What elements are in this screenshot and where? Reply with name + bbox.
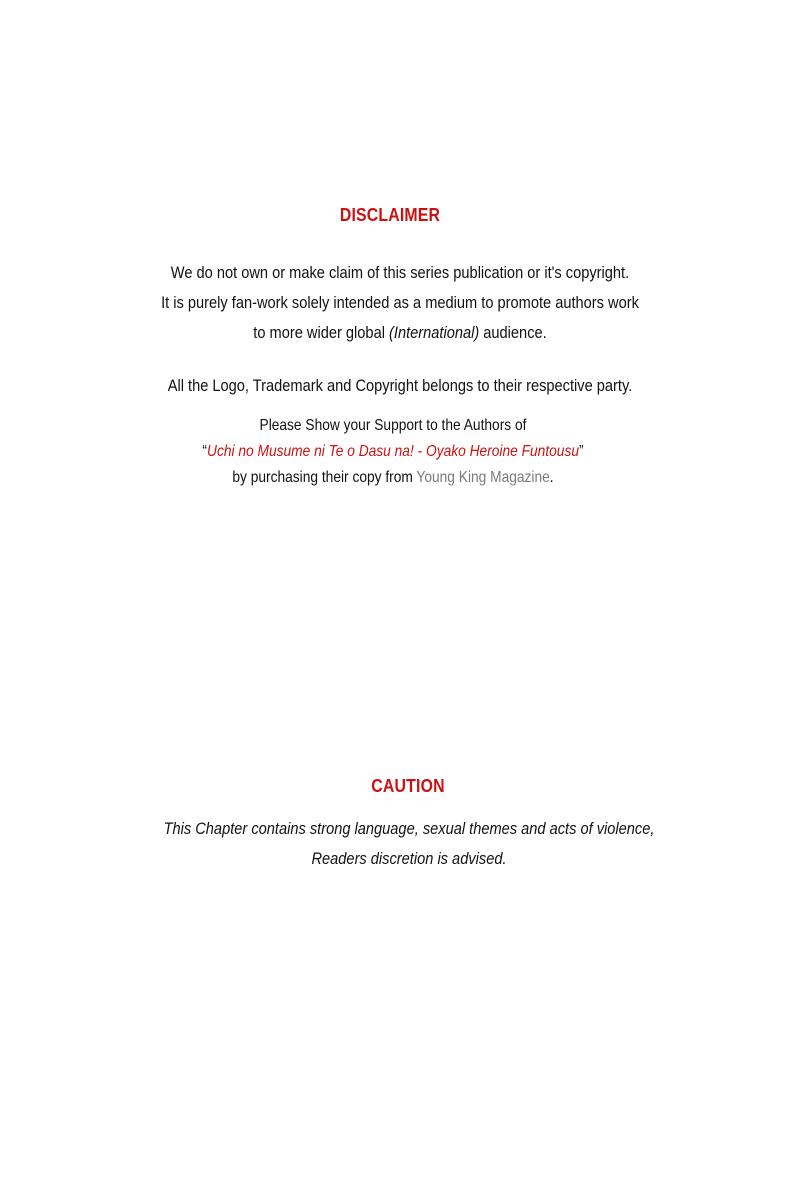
- caution-heading: CAUTION: [371, 776, 445, 796]
- disclaimer-line-3-post: audience.: [479, 323, 547, 342]
- purchase-pre: by purchasing their copy from: [232, 469, 417, 486]
- disclaimer-line-3-pre: to more wider global: [253, 323, 390, 342]
- caution-line-1: This Chapter contains strong language, sexual themes and acts of violence,: [163, 819, 655, 838]
- disclaimer-line-3: [56, 323, 744, 343]
- quote-close: ”: [578, 443, 584, 460]
- disclaimer-line-2: It is purely fan-work solely intended as a medium to promote authors work: [161, 293, 639, 312]
- publisher-link[interactable]: Young King Magazine: [416, 469, 550, 486]
- series-title: Uchi no Musume ni Te o Dasu na! - Oyako Heroine Funtousu: [207, 443, 579, 460]
- copyright-notice: All the Logo, Trademark and Copyright belongs to their respective party.: [167, 376, 633, 395]
- international-text: (International): [389, 323, 480, 342]
- purchase-post: .: [549, 469, 554, 486]
- purchase-line: [49, 469, 737, 487]
- disclaimer-heading: DISCLAIMER: [339, 205, 441, 225]
- series-title-line: [49, 443, 737, 461]
- support-line: Please Show your Support to the Authors of: [259, 417, 527, 434]
- quote-open: “: [202, 443, 208, 460]
- caution-line-2: Readers discretion is advised.: [311, 849, 507, 868]
- disclaimer-line-1: We do not own or make claim of this series publication or it's copyright.: [170, 263, 630, 282]
